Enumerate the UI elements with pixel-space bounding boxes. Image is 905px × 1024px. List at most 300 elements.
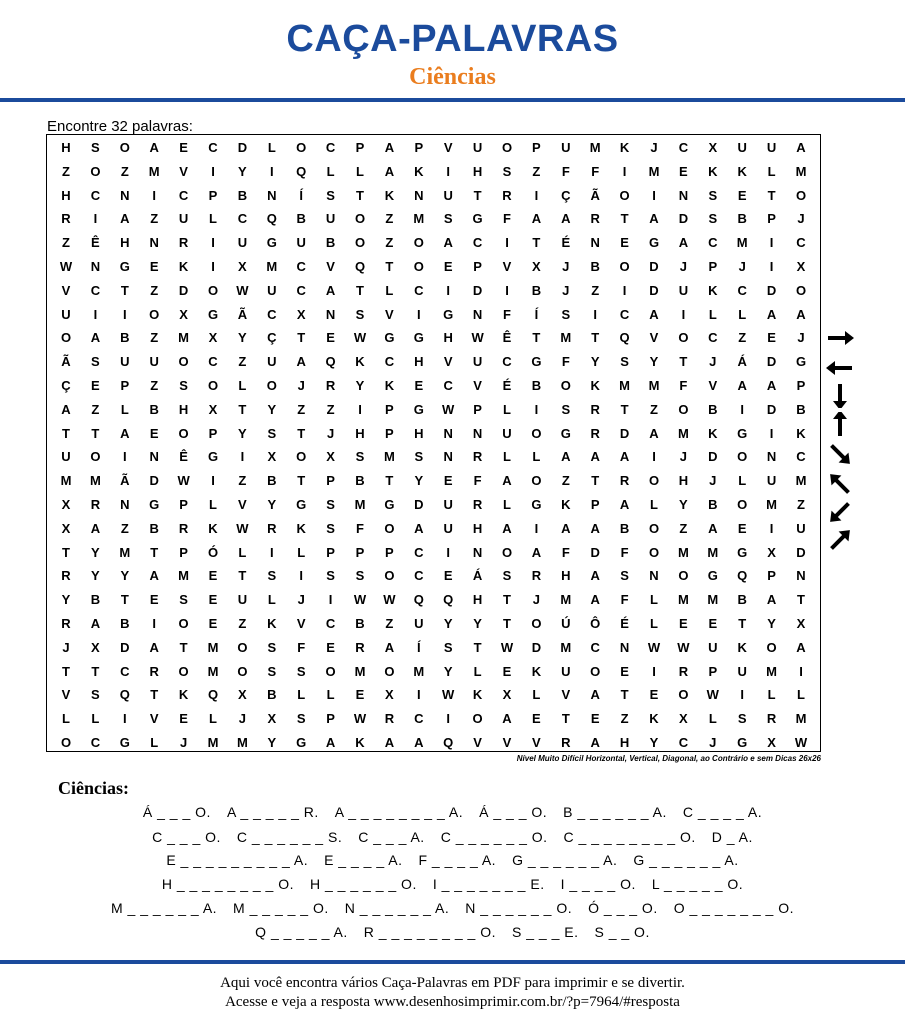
grid-letter: K (649, 711, 659, 727)
grid-letter: L (738, 306, 747, 322)
grid-letter: X (267, 449, 277, 465)
grid-letter: J (709, 473, 717, 489)
grid-letter: R (178, 235, 189, 251)
grid-letter: W (647, 639, 661, 655)
grid-letter: S (443, 211, 453, 227)
grid-letter: A (649, 211, 659, 227)
grid-letter: K (796, 425, 806, 441)
grid-letter: A (619, 497, 630, 512)
grid-letter: O (149, 306, 160, 322)
grid-letter: K (708, 282, 718, 298)
grid-letter: M (707, 544, 719, 560)
grid-letter: E (590, 711, 600, 727)
word-clue: H _ _ _ _ _ _ O. (310, 876, 417, 892)
grid-letter: O (737, 497, 748, 512)
grid-letter: I (505, 235, 509, 251)
grid-letter: U (61, 306, 71, 322)
grid-letter: J (679, 449, 687, 465)
grid-letter: A (90, 520, 101, 536)
grid-letter: E (91, 378, 100, 393)
grid-letter: H (120, 235, 130, 251)
grid-letter: S (355, 306, 365, 322)
grid-letter: P (355, 140, 365, 155)
grid-letter: L (297, 544, 306, 560)
grid-letter: P (208, 187, 218, 203)
grid-letter: L (473, 663, 482, 679)
grid-letter: B (737, 592, 747, 608)
grid-letter: Z (385, 211, 394, 227)
grid-letter: R (267, 520, 277, 536)
grid-letter: Z (150, 378, 159, 393)
grid-letter: V (179, 163, 188, 179)
grid-letter: R (590, 425, 600, 441)
grid-letter: H (355, 425, 365, 441)
grid-letter: E (326, 639, 335, 655)
grid-letter: B (531, 378, 542, 393)
grid-letter: T (120, 592, 129, 608)
grid-letter: T (532, 330, 541, 346)
grid-letter: Z (738, 330, 747, 346)
word-clue: S _ _ O. (594, 924, 650, 940)
grid-letter: P (532, 140, 541, 155)
grid-letter: I (299, 568, 303, 584)
grid-letter: Ã (590, 187, 600, 203)
arrow-up-right-icon (823, 528, 857, 552)
grid-letter: P (179, 544, 188, 560)
grid-letter: B (325, 235, 336, 251)
grid-letter: W (442, 401, 455, 417)
grid-letter: E (149, 259, 159, 274)
grid-letter: E (355, 687, 365, 703)
grid-letter: N (472, 425, 483, 441)
word-list-heading: Ciências: (58, 778, 129, 798)
grid-letter: D (678, 211, 689, 227)
grid-letter: Y (120, 568, 130, 584)
grid-letter: O (678, 401, 689, 417)
grid-letter: F (503, 306, 511, 322)
grid-letter: D (531, 639, 542, 655)
grid-letter: J (238, 711, 246, 727)
grid-letter: S (296, 711, 306, 727)
grid-letter: A (796, 639, 806, 655)
grid-letter: Q (619, 330, 630, 346)
grid-letter: E (620, 663, 629, 679)
grid-letter: A (766, 306, 777, 322)
grid-letter: F (561, 354, 570, 370)
instructions-text: Encontre 32 palavras: (47, 118, 193, 135)
grid-letter: O (795, 187, 807, 203)
grid-letter: G (560, 425, 571, 441)
grid-letter: B (267, 473, 277, 489)
word-clue: Ó _ _ _ O. (588, 900, 658, 916)
grid-letter: P (590, 497, 600, 512)
word-clue: C _ _ _ A. (358, 829, 425, 845)
grid-letter: N (267, 187, 277, 203)
grid-letter: H (61, 187, 71, 203)
grid-letter: V (502, 259, 512, 274)
grid-letter: A (649, 425, 659, 441)
grid-letter: O (648, 473, 660, 489)
grid-letter: A (384, 163, 395, 179)
word-clue: H _ _ _ _ _ _ _ _ O. (161, 876, 294, 892)
grid-letter: S (561, 306, 571, 322)
grid-letter: A (766, 592, 777, 608)
grid-letter: L (356, 163, 364, 179)
grid-letter: R (61, 211, 71, 227)
grid-letter: O (648, 544, 660, 560)
grid-letter: Q (119, 687, 130, 703)
grid-letter: X (796, 259, 806, 274)
grid-letter: W (353, 330, 367, 346)
grid-letter: U (237, 592, 248, 608)
word-clue: E _ _ _ _ _ _ _ _ _ A. (166, 852, 309, 868)
grid-letter: T (62, 544, 70, 560)
grid-letter: L (503, 449, 511, 465)
grid-letter: Í (534, 306, 539, 322)
grid-letter: L (326, 687, 335, 703)
grid-letter: E (326, 330, 335, 346)
grid-letter: T (679, 354, 688, 370)
grid-letter: P (326, 473, 335, 489)
grid-letter: U (796, 520, 806, 536)
grid-letter: W (794, 735, 808, 750)
grid-letter: O (648, 520, 660, 536)
grid-letter: P (414, 140, 424, 155)
grid-letter: C (296, 282, 306, 298)
grid-letter: D (796, 544, 806, 560)
word-clue: O _ _ _ _ _ _ _ O. (673, 900, 795, 916)
grid-letter: X (708, 140, 718, 155)
grid-letter: J (797, 330, 805, 346)
grid-letter: B (355, 616, 365, 631)
grid-letter: L (532, 687, 541, 703)
grid-letter: A (708, 520, 718, 536)
grid-letter: A (414, 520, 424, 536)
grid-letter: V (385, 306, 394, 322)
grid-letter: G (296, 497, 307, 512)
grid-letter: T (297, 330, 306, 346)
grid-letter: B (267, 687, 277, 703)
grid-letter: P (796, 378, 806, 393)
grid-letter: M (383, 449, 395, 465)
grid-letter: I (122, 711, 127, 727)
grid-letter: H (678, 473, 689, 489)
grid-letter: T (297, 425, 306, 441)
grid-letter: C (90, 735, 101, 750)
grid-letter: F (591, 163, 600, 179)
grid-letter: H (443, 330, 453, 346)
grid-letter: R (531, 568, 542, 584)
grid-letter: K (384, 187, 395, 203)
grid-letter: C (502, 354, 512, 370)
difficulty-note: Nível Muito Difícil Horizontal, Vertical, Diagonal, ao Contrário e sem Dicas 26x26 (516, 754, 821, 763)
word-list-row (0, 804, 905, 820)
grid-letter: R (325, 378, 336, 393)
grid-letter: B (737, 211, 747, 227)
grid-letter: L (238, 544, 247, 560)
grid-letter: M (413, 211, 425, 227)
grid-letter: A (649, 306, 659, 322)
grid-letter: I (769, 520, 774, 536)
grid-letter: J (562, 259, 570, 274)
word-list-row (0, 829, 905, 845)
grid-letter: Y (414, 473, 424, 489)
grid-letter: L (150, 735, 159, 750)
grid-letter: L (209, 211, 217, 227)
grid-letter: L (532, 449, 541, 465)
grid-letter: D (708, 449, 718, 465)
grid-letter: F (561, 163, 570, 179)
grid-letter: N (678, 187, 689, 203)
grid-letter: R (678, 663, 689, 679)
grid-letter: O (354, 211, 366, 227)
grid-letter: M (119, 544, 131, 560)
grid-letter: O (266, 378, 277, 393)
grid-letter: K (708, 163, 718, 179)
grid-letter: C (178, 187, 189, 203)
grid-letter: M (148, 163, 160, 179)
word-clue: E _ _ _ _ A. (324, 852, 403, 868)
grid-letter: J (709, 354, 717, 370)
grid-letter: Y (443, 663, 453, 679)
arrow-left-icon (823, 356, 857, 380)
grid-letter: H (178, 401, 189, 417)
grid-letter: R (619, 473, 630, 489)
arrow-up-icon (823, 412, 857, 436)
word-clue: F _ _ _ _ A. (418, 852, 497, 868)
grid-letter: S (620, 568, 629, 584)
grid-letter: Ê (502, 330, 512, 346)
grid-letter: A (796, 140, 806, 155)
grid-letter: Í (299, 187, 303, 203)
grid-letter: X (767, 544, 776, 560)
grid-letter: O (384, 520, 395, 536)
grid-letter: X (208, 330, 218, 346)
grid-letter: E (414, 378, 424, 393)
grid-letter: O (90, 163, 101, 179)
grid-letter: S (326, 520, 335, 536)
grid-letter: L (120, 401, 129, 417)
grid-letter: V (473, 378, 482, 393)
grid-letter: B (120, 330, 130, 346)
grid-letter: Z (297, 401, 306, 417)
grid-letter: B (237, 187, 248, 203)
grid-letter: O (795, 282, 807, 298)
grid-letter: P (767, 211, 776, 227)
grid-letter: A (590, 687, 600, 703)
word-clue: N _ _ _ _ _ _ O. (465, 900, 573, 916)
grid-letter: Z (591, 282, 600, 298)
grid-letter: O (60, 330, 72, 346)
grid-letter: M (677, 425, 689, 441)
grid-letter: Ú (561, 616, 571, 631)
word-clue: Q _ _ _ _ _ A. (255, 924, 348, 940)
grid-letter: E (208, 592, 218, 608)
grid-letter: W (236, 520, 249, 536)
grid-letter: G (707, 568, 718, 584)
grid-letter: Z (385, 235, 394, 251)
grid-letter: F (620, 592, 629, 608)
grid-letter: B (590, 259, 600, 274)
grid-letter: Z (91, 401, 100, 417)
grid-letter: O (354, 235, 366, 251)
grid-letter: G (413, 330, 424, 346)
grid-letter: O (178, 616, 189, 631)
grid-letter: C (796, 235, 806, 251)
grid-letter: S (179, 592, 188, 608)
grid-letter: O (207, 378, 219, 393)
grid-letter: W (353, 592, 367, 608)
word-clue: I _ _ _ _ _ _ _ E. (432, 876, 545, 892)
grid-letter: E (443, 259, 453, 274)
grid-letter: W (177, 473, 190, 489)
word-clue: C _ _ _ _ _ _ O. (440, 829, 548, 845)
grid-letter: C (325, 140, 336, 155)
grid-letter: Z (385, 616, 394, 631)
grid-letter: V (502, 735, 512, 750)
grid-letter: E (708, 616, 718, 631)
grid-letter: V (443, 140, 453, 155)
grid-letter: L (708, 711, 717, 727)
grid-letter: G (119, 259, 130, 274)
grid-letter: C (472, 235, 483, 251)
grid-letter: Y (473, 616, 482, 631)
grid-letter: Ê (179, 449, 188, 465)
grid-letter: X (502, 687, 512, 703)
grid-letter: E (737, 187, 747, 203)
grid-letter: Q (207, 687, 219, 703)
grid-letter: E (767, 330, 776, 346)
grid-letter: A (90, 330, 101, 346)
grid-letter: T (591, 473, 600, 489)
grid-letter: C (267, 306, 277, 322)
grid-letter: D (766, 282, 777, 298)
grid-letter: A (502, 520, 512, 536)
grid-letter: R (472, 449, 483, 465)
grid-letter: C (208, 354, 218, 370)
grid-letter: K (355, 354, 365, 370)
grid-letter: I (93, 211, 98, 227)
grid-letter: U (149, 354, 159, 370)
grid-letter: T (385, 473, 394, 489)
grid-letter: P (385, 425, 394, 441)
grid-letter: I (652, 187, 656, 203)
word-list-row (0, 924, 905, 940)
grid-letter: Ç (267, 330, 277, 346)
grid-letter: M (560, 639, 572, 655)
grid-letter: Z (797, 497, 805, 512)
grid-letter: M (60, 473, 72, 489)
grid-letter: O (619, 187, 630, 203)
grid-letter: M (795, 473, 807, 489)
grid-letter: B (796, 401, 806, 417)
grid-letter: M (354, 497, 366, 512)
grid-letter: M (677, 544, 689, 560)
grid-letter: G (384, 497, 395, 512)
grid-letter: O (296, 449, 307, 465)
grid-letter: A (561, 449, 571, 465)
grid-letter: A (502, 473, 512, 489)
grid-letter: D (619, 425, 630, 441)
grid-letter: Y (238, 425, 247, 441)
grid-letter: E (502, 663, 512, 679)
grid-letter: W (471, 330, 484, 346)
grid-letter: I (681, 306, 686, 322)
grid-letter: S (179, 378, 188, 393)
grid-letter: U (502, 425, 512, 441)
grid-letter: Y (267, 735, 277, 750)
grid-letter: H (619, 735, 630, 750)
grid-letter: G (384, 330, 395, 346)
grid-letter: C (237, 211, 248, 227)
grid-letter: C (678, 140, 689, 155)
grid-letter: I (211, 163, 215, 179)
grid-letter: I (211, 473, 215, 489)
grid-letter: L (297, 687, 306, 703)
grid-letter: Z (120, 520, 129, 536)
grid-letter: O (384, 568, 395, 584)
grid-letter: L (650, 616, 658, 631)
grid-letter: D (766, 401, 777, 417)
word-list-row (0, 876, 905, 892)
grid-letter: I (122, 306, 127, 322)
grid-letter: V (532, 735, 541, 750)
grid-letter: T (297, 473, 306, 489)
word-clue: S _ _ _ E. (511, 924, 579, 940)
grid-letter: P (767, 568, 776, 584)
grid-letter: A (149, 639, 159, 655)
grid-letter: T (503, 616, 511, 631)
grid-letter: K (737, 163, 747, 179)
grid-letter: M (589, 140, 601, 155)
grid-letter: A (619, 449, 630, 465)
page-title: CAÇA-PALAVRAS (286, 18, 619, 60)
grid-letter: T (238, 568, 247, 584)
word-clue: C _ _ _ O. (152, 829, 221, 845)
grid-letter: A (590, 568, 600, 584)
grid-letter: T (179, 639, 188, 655)
grid-letter: F (679, 378, 688, 393)
grid-letter: V (149, 711, 159, 727)
grid-letter: Y (267, 497, 277, 512)
grid-letter: T (767, 187, 776, 203)
arrow-down-left-icon (823, 500, 857, 524)
grid-letter: C (414, 711, 424, 727)
grid-letter: V (473, 735, 482, 750)
grid-letter: C (443, 378, 453, 393)
grid-letter: E (149, 592, 159, 608)
grid-letter: E (649, 687, 659, 703)
grid-letter: F (561, 544, 570, 560)
grid-letter: O (178, 425, 189, 441)
grid-letter: Á (737, 354, 747, 370)
grid-letter: Ó (207, 544, 219, 560)
grid-letter: F (356, 520, 364, 536)
grid-letter: X (61, 497, 71, 512)
grid-letter: W (442, 687, 455, 703)
grid-letter: U (237, 235, 248, 251)
word-clue: C _ _ _ _ A. (682, 804, 763, 820)
grid-letter: S (620, 354, 629, 370)
grid-letter: S (326, 568, 335, 584)
grid-letter: I (211, 259, 215, 274)
grid-letter: U (443, 187, 453, 203)
grid-letter: O (737, 449, 748, 465)
grid-letter: W (500, 639, 514, 655)
word-search-grid (46, 134, 821, 752)
grid-letter: T (532, 235, 541, 251)
grid-letter: D (237, 140, 248, 155)
